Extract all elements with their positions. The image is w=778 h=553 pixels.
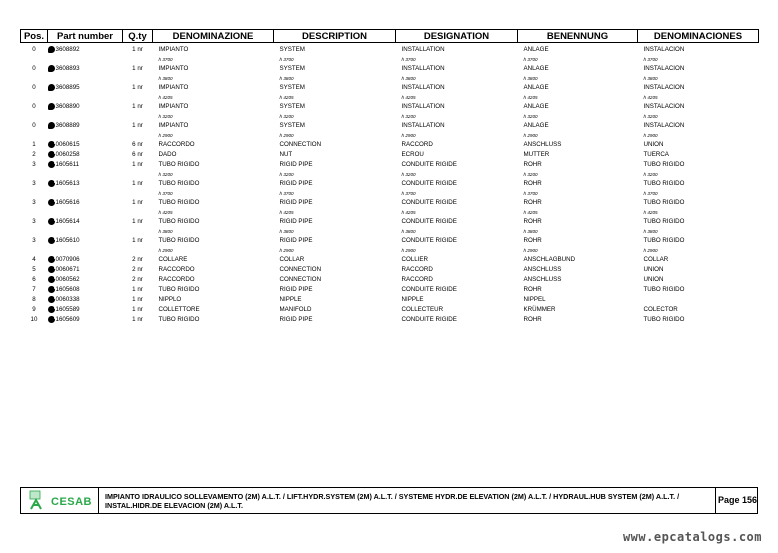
row-en-desc: RIGID PIPE xyxy=(279,316,313,323)
table-header-row xyxy=(21,30,759,43)
row-pos: 3 xyxy=(32,218,36,225)
col-pos-header: Pos. xyxy=(21,30,48,43)
row-fr-desc: INSTALLATION xyxy=(401,103,445,110)
table-row xyxy=(21,160,759,170)
part-number-text: 1605614 xyxy=(55,218,80,225)
row-es-desc: UNION xyxy=(643,276,664,283)
row-pos: 0 xyxy=(32,122,36,129)
parts-table xyxy=(20,29,759,325)
part-icon xyxy=(48,103,55,110)
row-it-desc: TUBO RIGIDO xyxy=(158,199,200,206)
row-de-desc: KRÜMMER xyxy=(523,306,556,313)
row-en-desc: RIGID PIPE xyxy=(279,199,313,206)
table-subrow xyxy=(21,208,759,217)
row-fr-desc: INSTALLATION xyxy=(401,84,445,91)
part-number-text: 1605609 xyxy=(55,316,80,323)
row-qty: 1 nr xyxy=(132,65,143,72)
row-de-desc: ANLAGE xyxy=(523,84,549,91)
row-height-note: h 2900 xyxy=(523,133,538,138)
part-icon xyxy=(48,151,55,158)
row-part-number xyxy=(48,45,123,55)
table-row xyxy=(21,45,759,55)
row-fr-desc: CONDUITE RIGIDE xyxy=(401,286,457,293)
part-number-text: 3608892 xyxy=(55,46,80,53)
col-denominazione-header: DENOMINAZIONE xyxy=(153,30,274,43)
table-row xyxy=(21,83,759,93)
part-icon xyxy=(48,141,55,148)
row-pos: 3 xyxy=(32,161,36,168)
row-height-note: h 4205 xyxy=(279,210,294,215)
table-row xyxy=(21,315,759,325)
row-es-desc xyxy=(638,295,759,305)
row-qty: 1 nr xyxy=(132,122,143,129)
row-it-desc: COLLETTORE xyxy=(158,306,200,313)
row-part-number xyxy=(48,198,123,208)
row-height-note: h 4205 xyxy=(401,95,416,100)
part-number-text: 0060615 xyxy=(55,141,80,148)
row-height-note: h 2900 xyxy=(401,248,416,253)
table-row xyxy=(21,179,759,189)
row-height-note: h 2900 xyxy=(401,133,416,138)
row-de-desc: ROHR xyxy=(523,237,542,244)
row-part-number xyxy=(48,102,123,112)
row-en-desc: COLLAR xyxy=(279,256,305,263)
row-es-desc: COLLAR xyxy=(643,256,669,263)
row-height-note: h 4205 xyxy=(643,210,658,215)
row-pos: 0 xyxy=(32,65,36,72)
row-en-desc: CONNECTION xyxy=(279,276,322,283)
row-de-desc: ROHR xyxy=(523,180,542,187)
row-es-desc: UNION xyxy=(643,266,664,273)
part-icon xyxy=(48,218,55,225)
row-es-desc: INSTALACION xyxy=(643,65,685,72)
row-part-number xyxy=(48,265,123,275)
row-pos: 6 xyxy=(32,276,36,283)
row-de-desc: MUTTER xyxy=(523,151,550,158)
col-benennung-header: BENENNUNG xyxy=(518,30,638,43)
table-row xyxy=(21,121,759,131)
row-height-note: h 2900 xyxy=(279,133,294,138)
row-fr-desc: CONDUITE RIGIDE xyxy=(401,180,457,187)
row-es-desc: INSTALACION xyxy=(643,122,685,129)
part-icon xyxy=(48,122,55,129)
row-pos: 3 xyxy=(32,180,36,187)
table-subrow xyxy=(21,189,759,198)
part-icon xyxy=(48,161,55,168)
row-pos: 2 xyxy=(32,151,36,158)
row-height-note: h 3800 xyxy=(643,229,658,234)
watermark: www.epcatalogs.com xyxy=(622,530,762,544)
part-icon xyxy=(48,199,55,206)
row-height-note: h 3700 xyxy=(158,191,173,196)
row-fr-desc: INSTALLATION xyxy=(401,46,445,53)
row-it-desc: RACCORDO xyxy=(158,141,195,148)
row-qty: 6 nr xyxy=(132,151,143,158)
row-height-note: h 2900 xyxy=(523,248,538,253)
row-es-desc: UNION xyxy=(643,141,664,148)
row-de-desc: ANSCHLUSS xyxy=(523,266,562,273)
row-fr-desc: INSTALLATION xyxy=(401,122,445,129)
row-height-note: h 3700 xyxy=(643,191,658,196)
row-height-note: h 3200 xyxy=(523,172,538,177)
row-pos: 4 xyxy=(32,256,36,263)
row-es-desc: TUBO RIGIDO xyxy=(643,161,685,168)
part-number-text: 1605589 xyxy=(55,306,80,313)
parts-table-body xyxy=(21,45,759,325)
table-row xyxy=(21,255,759,265)
row-part-number xyxy=(48,285,123,295)
table-row xyxy=(21,64,759,74)
row-qty: 2 nr xyxy=(132,276,143,283)
row-de-desc: ANLAGE xyxy=(523,122,549,129)
row-pos: 10 xyxy=(30,316,38,323)
row-part-number xyxy=(48,236,123,246)
row-qty: 2 nr xyxy=(132,256,143,263)
row-qty: 1 nr xyxy=(132,296,143,303)
row-es-desc: INSTALACION xyxy=(643,84,685,91)
page-number: Page 156 xyxy=(715,488,759,513)
row-pos: 5 xyxy=(32,266,36,273)
row-height-note: h 4205 xyxy=(401,210,416,215)
row-en-desc: RIGID PIPE xyxy=(279,161,313,168)
part-icon xyxy=(48,237,55,244)
part-number-text: 1605610 xyxy=(55,237,80,244)
row-height-note: h 3200 xyxy=(643,172,658,177)
col-part-number-header: Part number xyxy=(48,30,123,43)
cesab-logo-icon xyxy=(29,490,44,510)
row-de-desc: NIPPEL xyxy=(523,296,546,303)
row-height-note: h 4205 xyxy=(523,95,538,100)
row-es-desc: TUERCA xyxy=(643,151,669,158)
row-es-desc: TUBO RIGIDO xyxy=(643,199,685,206)
row-part-number xyxy=(48,315,123,325)
row-fr-desc: RACCORD xyxy=(401,266,433,273)
row-qty: 1 nr xyxy=(132,103,143,110)
row-height-note: h 3700 xyxy=(523,191,538,196)
row-part-number xyxy=(48,179,123,189)
part-icon xyxy=(48,316,55,323)
row-en-desc: NUT xyxy=(279,151,293,158)
row-es-desc: COLECTOR xyxy=(643,306,678,313)
part-icon xyxy=(48,84,55,91)
part-number-text: 1605613 xyxy=(55,180,80,187)
row-es-desc: TUBO RIGIDO xyxy=(643,237,685,244)
row-height-note: h 3200 xyxy=(401,172,416,177)
row-qty: 6 nr xyxy=(132,141,143,148)
part-icon xyxy=(48,46,55,53)
row-height-note: h 3700 xyxy=(158,57,173,62)
row-it-desc: IMPIANTO xyxy=(158,65,189,72)
row-height-note: h 3800 xyxy=(401,76,416,81)
part-icon xyxy=(48,180,55,187)
part-icon xyxy=(48,306,55,313)
table-row xyxy=(21,140,759,150)
table-row xyxy=(21,236,759,246)
row-en-desc: RIGID PIPE xyxy=(279,180,313,187)
row-fr-desc: CONDUITE RIGIDE xyxy=(401,199,457,206)
row-pos: 0 xyxy=(32,84,36,91)
row-height-note: h 2900 xyxy=(643,248,658,253)
row-part-number xyxy=(48,121,123,131)
row-height-note: h 3700 xyxy=(523,57,538,62)
row-en-desc: CONNECTION xyxy=(279,141,322,148)
part-number-text: 3608889 xyxy=(55,122,80,129)
row-part-number xyxy=(48,140,123,150)
part-number-text: 3608893 xyxy=(55,65,80,72)
row-fr-desc: NIPPLE xyxy=(401,296,424,303)
row-es-desc: TUBO RIGIDO xyxy=(643,286,685,293)
row-pos: 3 xyxy=(32,199,36,206)
table-row xyxy=(21,217,759,227)
table-subrow xyxy=(21,93,759,102)
row-fr-desc: CONDUITE RIGIDE xyxy=(401,218,457,225)
col-qty-header: Q.ty xyxy=(123,30,153,43)
row-pos: 1 xyxy=(32,141,36,148)
row-height-note: h 3800 xyxy=(401,229,416,234)
row-de-desc: ANLAGE xyxy=(523,103,549,110)
row-height-note: h 3200 xyxy=(279,172,294,177)
row-it-desc: COLLARE xyxy=(158,256,188,263)
row-part-number xyxy=(48,160,123,170)
row-height-note: h 3800 xyxy=(158,76,173,81)
row-de-desc: ROHR xyxy=(523,218,542,225)
row-fr-desc: COLLECTEUR xyxy=(401,306,444,313)
table-row xyxy=(21,150,759,160)
table-subrow xyxy=(21,227,759,236)
row-qty: 1 nr xyxy=(132,316,143,323)
table-row xyxy=(21,305,759,315)
row-qty: 1 nr xyxy=(132,286,143,293)
row-en-desc: SYSTEM xyxy=(279,84,305,91)
row-part-number xyxy=(48,305,123,315)
row-de-desc: ROHR xyxy=(523,286,542,293)
row-fr-desc: INSTALLATION xyxy=(401,65,445,72)
row-en-desc: RIGID PIPE xyxy=(279,237,313,244)
part-number-text: 3608890 xyxy=(55,103,80,110)
row-height-note: h 3200 xyxy=(279,114,294,119)
row-fr-desc: CONDUITE RIGIDE xyxy=(401,161,457,168)
row-es-desc: TUBO RIGIDO xyxy=(643,218,685,225)
part-number-text: 0060258 xyxy=(55,151,80,158)
row-part-number xyxy=(48,255,123,265)
row-height-note: h 3700 xyxy=(401,57,416,62)
col-designation-header: DESIGNATION xyxy=(396,30,518,43)
row-qty: 1 nr xyxy=(132,46,143,53)
table-row xyxy=(21,285,759,295)
row-height-note: h 2900 xyxy=(643,133,658,138)
row-height-note: h 2900 xyxy=(279,248,294,253)
part-number-text: 1605616 xyxy=(55,199,80,206)
row-it-desc: IMPIANTO xyxy=(158,103,189,110)
row-it-desc: NIPPLO xyxy=(158,296,182,303)
row-en-desc: NIPPLE xyxy=(279,296,302,303)
row-de-desc: ANLAGE xyxy=(523,46,549,53)
table-subrow xyxy=(21,112,759,121)
row-part-number xyxy=(48,150,123,160)
row-height-note: h 3800 xyxy=(523,76,538,81)
row-it-desc: TUBO RIGIDO xyxy=(158,180,200,187)
part-number-text: 1605608 xyxy=(55,286,80,293)
row-height-note: h 2900 xyxy=(158,133,173,138)
row-qty: 1 nr xyxy=(132,237,143,244)
row-it-desc: IMPIANTO xyxy=(158,122,189,129)
row-de-desc: ANLAGE xyxy=(523,65,549,72)
row-height-note: h 3800 xyxy=(279,229,294,234)
row-de-desc: ROHR xyxy=(523,199,542,206)
col-denominaciones-header: DENOMINACIONES xyxy=(638,30,759,43)
row-it-desc: TUBO RIGIDO xyxy=(158,237,200,244)
row-fr-desc: RACCORD xyxy=(401,276,433,283)
row-height-note: h 3800 xyxy=(523,229,538,234)
row-qty: 1 nr xyxy=(132,306,143,313)
part-icon xyxy=(48,256,55,263)
part-icon xyxy=(48,296,55,303)
row-height-note: h 3800 xyxy=(279,76,294,81)
row-qty: 1 nr xyxy=(132,161,143,168)
row-de-desc: ANSCHLUSS xyxy=(523,276,562,283)
row-it-desc: IMPIANTO xyxy=(158,46,189,53)
row-height-note: h 3800 xyxy=(643,76,658,81)
row-it-desc: RACCORDO xyxy=(158,276,195,283)
table-subrow xyxy=(21,74,759,83)
row-height-note: h 3800 xyxy=(158,229,173,234)
row-es-desc: TUBO RIGIDO xyxy=(643,180,685,187)
part-icon xyxy=(48,65,55,72)
row-qty: 1 nr xyxy=(132,218,143,225)
part-number-text: 0060671 xyxy=(55,266,80,273)
row-height-note: h 3700 xyxy=(643,57,658,62)
part-icon xyxy=(48,266,55,273)
row-part-number xyxy=(48,295,123,305)
row-part-number xyxy=(48,83,123,93)
row-de-desc: ANSCHLAGBUND xyxy=(523,256,576,263)
row-part-number xyxy=(48,64,123,74)
table-subrow xyxy=(21,170,759,179)
row-height-note: h 3200 xyxy=(401,114,416,119)
part-number-text: 0060338 xyxy=(55,296,80,303)
row-height-note: h 3200 xyxy=(158,172,173,177)
row-height-note: h 4205 xyxy=(279,95,294,100)
row-it-desc: TUBO RIGIDO xyxy=(158,218,200,225)
row-en-desc: SYSTEM xyxy=(279,46,305,53)
row-part-number xyxy=(48,275,123,285)
row-en-desc: RIGID PIPE xyxy=(279,286,313,293)
table-row xyxy=(21,198,759,208)
row-height-note: h 3700 xyxy=(279,57,294,62)
table-row xyxy=(21,102,759,112)
row-it-desc: RACCORDO xyxy=(158,266,195,273)
row-height-note: h 4205 xyxy=(523,210,538,215)
row-qty: 2 nr xyxy=(132,266,143,273)
row-pos: 7 xyxy=(32,286,36,293)
col-description-header: DESCRIPTION xyxy=(274,30,396,43)
part-number-text: 0070906 xyxy=(55,256,80,263)
row-pos: 3 xyxy=(32,237,36,244)
row-es-desc: INSTALACION xyxy=(643,103,685,110)
row-height-note: h 4205 xyxy=(158,95,173,100)
row-height-note: h 4205 xyxy=(643,95,658,100)
cesab-logo xyxy=(21,488,99,513)
row-qty: 1 nr xyxy=(132,180,143,187)
row-en-desc: RIGID PIPE xyxy=(279,218,313,225)
row-fr-desc: RACCORD xyxy=(401,141,433,148)
row-height-note: h 3200 xyxy=(158,114,173,119)
row-de-desc: ROHR xyxy=(523,161,542,168)
row-pos: 9 xyxy=(32,306,36,313)
table-row xyxy=(21,275,759,285)
row-it-desc: IMPIANTO xyxy=(158,84,189,91)
table-subrow xyxy=(21,246,759,255)
row-it-desc: DADO xyxy=(158,151,177,158)
table-row xyxy=(21,295,759,305)
row-height-note: h 3200 xyxy=(643,114,658,119)
row-qty: 1 nr xyxy=(132,84,143,91)
part-icon xyxy=(48,286,55,293)
row-en-desc: MANIFOLD xyxy=(279,306,312,313)
logo-text: CESAB xyxy=(51,496,93,508)
row-es-desc: INSTALACION xyxy=(643,46,685,53)
table-row xyxy=(21,265,759,275)
row-pos: 0 xyxy=(32,46,36,53)
row-fr-desc: COLLIER xyxy=(401,256,428,263)
row-height-note: h 4205 xyxy=(158,210,173,215)
row-pos: 0 xyxy=(32,103,36,110)
row-height-note: h 3200 xyxy=(523,114,538,119)
row-height-note: h 3700 xyxy=(401,191,416,196)
footer-title: IMPIANTO IDRAULICO SOLLEVAMENTO (2M) A.L.T. / LIFT.HYDR.SYSTEM (2M) A.L.T. / SYSTEME HYDR.DE ELEVATION (2M) A.L.T. / HYDRAUL.HUB SYSTEM (2M) A.L.T. / INSTAL.HIDR.DE ELEVACION (2M) A.L.T. xyxy=(105,492,680,510)
part-number-text: 1605611 xyxy=(55,161,80,168)
row-pos: 8 xyxy=(32,296,36,303)
row-qty: 1 nr xyxy=(132,199,143,206)
part-number-text: 3608895 xyxy=(55,84,80,91)
row-fr-desc: CONDUITE RIGIDE xyxy=(401,237,457,244)
part-number-text: 0060562 xyxy=(55,276,80,283)
row-de-desc: ROHR xyxy=(523,316,542,323)
row-height-note: h 2900 xyxy=(158,248,173,253)
row-fr-desc: CONDUITE RIGIDE xyxy=(401,316,457,323)
table-subrow xyxy=(21,131,759,140)
row-en-desc: SYSTEM xyxy=(279,122,305,129)
part-icon xyxy=(48,276,55,283)
table-subrow xyxy=(21,55,759,64)
row-es-desc: TUBO RIGIDO xyxy=(643,316,685,323)
row-fr-desc: ECROU xyxy=(401,151,424,158)
row-en-desc: CONNECTION xyxy=(279,266,322,273)
row-part-number xyxy=(48,217,123,227)
row-height-note: h 3700 xyxy=(279,191,294,196)
row-en-desc: SYSTEM xyxy=(279,65,305,72)
page-footer xyxy=(20,487,758,514)
row-it-desc: TUBO RIGIDO xyxy=(158,316,200,323)
row-en-desc: SYSTEM xyxy=(279,103,305,110)
row-it-desc: TUBO RIGIDO xyxy=(158,161,200,168)
row-de-desc: ANSCHLUSS xyxy=(523,141,562,148)
row-it-desc: TUBO RIGIDO xyxy=(158,286,200,293)
